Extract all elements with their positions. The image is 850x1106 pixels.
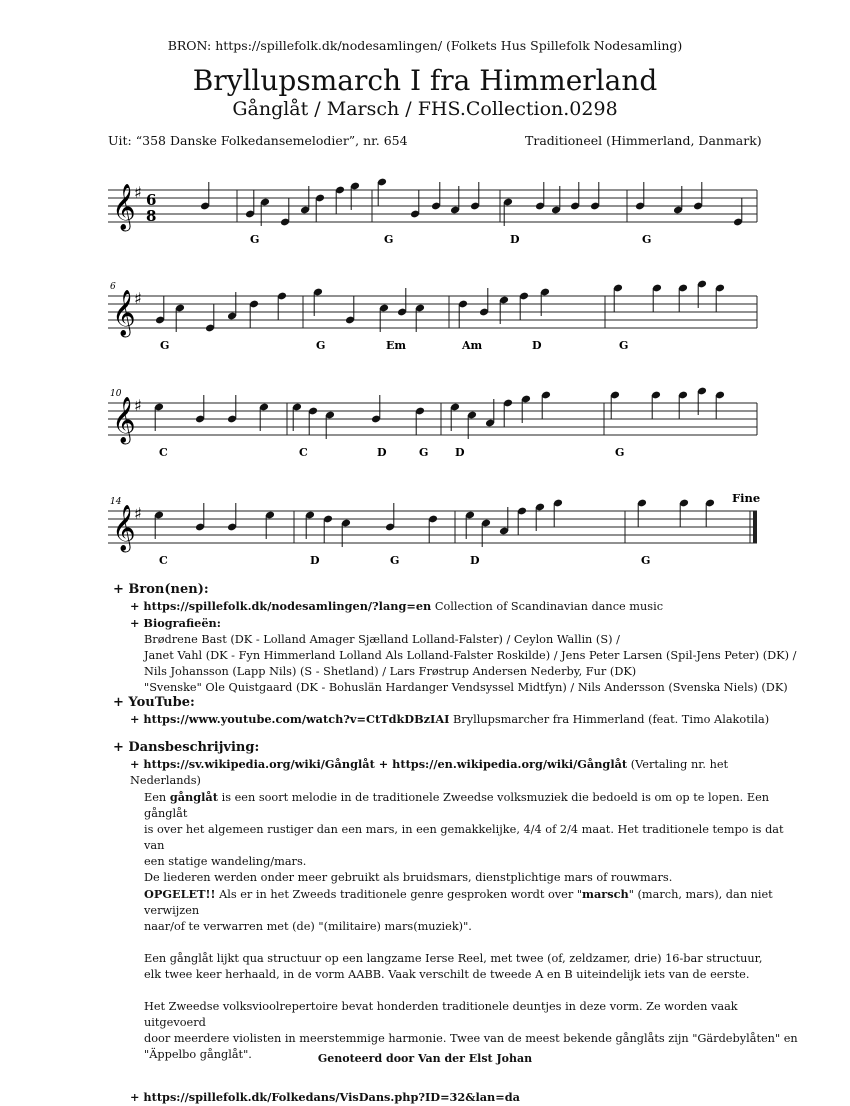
footer-credit: Genoteerd door Van der Elst Johan — [317, 1052, 533, 1065]
paragraph-text: " (march, mars), dan niet verwijzen — [144, 888, 773, 917]
composer-origin: Traditioneel (Himmerland, Danmark) — [525, 133, 762, 148]
bio-line: Nils Johansson (Lapp Nils) (S - Shetland) / Lars Frøstrup Andersen Nederby, Fur (DK) — [144, 665, 637, 678]
chord-symbol: D — [377, 446, 387, 459]
bron-section — [110, 582, 800, 696]
treble-clef-icon: 𝄞 — [112, 397, 136, 443]
paragraph-text: is een soort melodie in de traditionele Zweedse volksmuziek die bedoeld is om op te lopen. Een gånglåt — [144, 791, 770, 820]
youtube-link-desc: Bryllupsmarcher fra Himmerland (feat. Timo Alakotila) — [449, 713, 770, 726]
chord-symbol: C — [159, 554, 168, 567]
treble-clef-icon: 𝄞 — [112, 290, 136, 336]
bio-line: Janet Vahl (DK - Fyn Himmerland Lolland Als Lolland-Falster Roskilde) / Jens Peter Larsen (Spil-Jens Peter) (DK) / — [144, 649, 797, 662]
chord-symbol: D — [532, 339, 542, 352]
page-title: Bryllupsmarch I fra Himmerland — [192, 64, 658, 97]
sharp-icon: ♯ — [134, 289, 142, 308]
sharp-icon: ♯ — [134, 504, 142, 523]
sharp-icon: ♯ — [134, 396, 142, 415]
link-separator: + — [374, 757, 393, 771]
chord-symbol: C — [159, 446, 168, 459]
youtube-heading: + YouTube: — [113, 695, 195, 710]
time-sig-bottom: 8 — [146, 207, 157, 225]
visdans-link[interactable]: + https://spillefolk.dk/Folkedans/VisDans.php?ID=32&lan=da — [130, 1090, 520, 1104]
chord-symbol: G — [390, 554, 400, 567]
source-line: BRON: https://spillefolk.dk/nodesamlingen/ (Folkets Hus Spillefolk Nodesamling) — [167, 38, 683, 53]
chord-symbol: G — [419, 446, 429, 459]
youtube-section — [110, 695, 800, 728]
paragraph-line: "Äppelbo gånglåt". — [144, 1048, 252, 1061]
measure-number: 14 — [110, 497, 122, 507]
paragraph-line: elk twee keer herhaald, in de vorm AABB. Vaak verschilt de tweede A en B uiteindelijk iets van de eerste. — [144, 968, 750, 981]
chord-symbol: G — [641, 554, 651, 567]
paragraph-line: naar/of te verwarren met (de) "(militaire) mars(muziek)". — [144, 920, 472, 933]
bio-heading: + Biografieën: — [130, 616, 221, 630]
staff-system — [108, 491, 760, 567]
measure-number: 10 — [110, 389, 122, 399]
warning-label: OPGELET!! — [144, 887, 216, 901]
paragraph-line: De liederen werden onder meer gebruikt als bruidsmars, dienstplichtige mars of rouwmars. — [144, 871, 673, 884]
chord-symbol: D — [455, 446, 465, 459]
fine-marker: Fine — [732, 491, 761, 505]
chord-symbol: G — [250, 233, 260, 246]
term-marsch: marsch — [582, 887, 629, 901]
bio-line: "Svenske" Ole Quistgaard (DK - Bohuslän Hardanger Vendsyssel Midtfyn) / Nils Andersson (Svenska Niels) (DK) — [144, 681, 788, 694]
paragraph-line: Het Zweedse volksvioolrepertoire bevat honderden traditionele deuntjes in deze vorm. Ze worden vaak uitgevoerd — [144, 1000, 738, 1029]
wiki-sv-link[interactable]: + https://sv.wikipedia.org/wiki/Gånglåt — [130, 757, 375, 771]
chord-symbol: D — [470, 554, 480, 567]
chord-symbol: Am — [462, 339, 483, 352]
chord-symbol: Em — [386, 339, 407, 352]
sharp-icon: ♯ — [134, 183, 142, 202]
wiki-en-link[interactable]: https://en.wikipedia.org/wiki/Gånglåt — [392, 757, 628, 771]
youtube-link[interactable]: + https://www.youtube.com/watch?v=CtTdkDBzIAI — [130, 712, 450, 726]
staff-system — [108, 280, 757, 352]
bron-heading: + Bron(nen): — [113, 582, 209, 597]
page-subtitle: Gånglåt / Marsch / FHS.Collection.0298 — [232, 98, 618, 120]
paragraph-line: is over het algemeen rustiger dan een mars, in een gemakkelijke, 4/4 of 2/4 maat. Het traditionele tempo is dat van — [144, 823, 784, 852]
collection-reference: Uit: “358 Danske Folkedansemelodier”, nr. 654 — [108, 133, 408, 148]
staff-system — [108, 178, 757, 246]
chord-symbol: D — [510, 233, 520, 246]
paragraph-line: door meerdere violisten in meerstemmige harmonie. Twee van de meest bekende gånglåts zijn "Gärdebylåten" en — [144, 1032, 798, 1045]
chord-symbol: G — [619, 339, 629, 352]
chord-symbol: D — [310, 554, 320, 567]
chord-symbol: G — [384, 233, 394, 246]
bron-link-desc: Collection of Scandinavian dance music — [431, 600, 664, 613]
chord-symbol: G — [642, 233, 652, 246]
paragraph-line: Een gånglåt lijkt qua structuur op een langzame Ierse Reel, met twee (of, zeldzamer, drie) 16-bar structuur, — [144, 952, 763, 965]
term-ganglat: gånglåt — [169, 790, 218, 804]
time-sig-top: 6 — [146, 191, 157, 209]
treble-clef-icon: 𝄞 — [112, 184, 136, 230]
wiki-link-desc: (Vertaling nr. het Nederlands) — [130, 758, 729, 787]
treble-clef-icon: 𝄞 — [112, 505, 136, 551]
chord-symbol: G — [615, 446, 625, 459]
chord-symbol: G — [160, 339, 170, 352]
dans-heading: + Dansbeschrijving: — [113, 740, 260, 755]
chord-symbol: G — [316, 339, 326, 352]
staff-system — [108, 387, 757, 459]
measure-number: 6 — [110, 282, 116, 292]
bron-link[interactable]: + https://spillefolk.dk/nodesamlingen/?lang=en — [130, 599, 432, 613]
paragraph-text: Een — [144, 791, 170, 804]
paragraph-line: een statige wandeling/mars. — [144, 855, 307, 868]
chord-symbol: C — [299, 446, 308, 459]
bio-line: Brødrene Bast (DK - Lolland Amager Sjælland Lolland-Falster) / Ceylon Wallin (S) / — [144, 633, 620, 646]
paragraph-text: Als er in het Zweeds traditionele genre gesproken wordt over " — [215, 888, 583, 901]
final-barline-thick — [753, 511, 757, 543]
